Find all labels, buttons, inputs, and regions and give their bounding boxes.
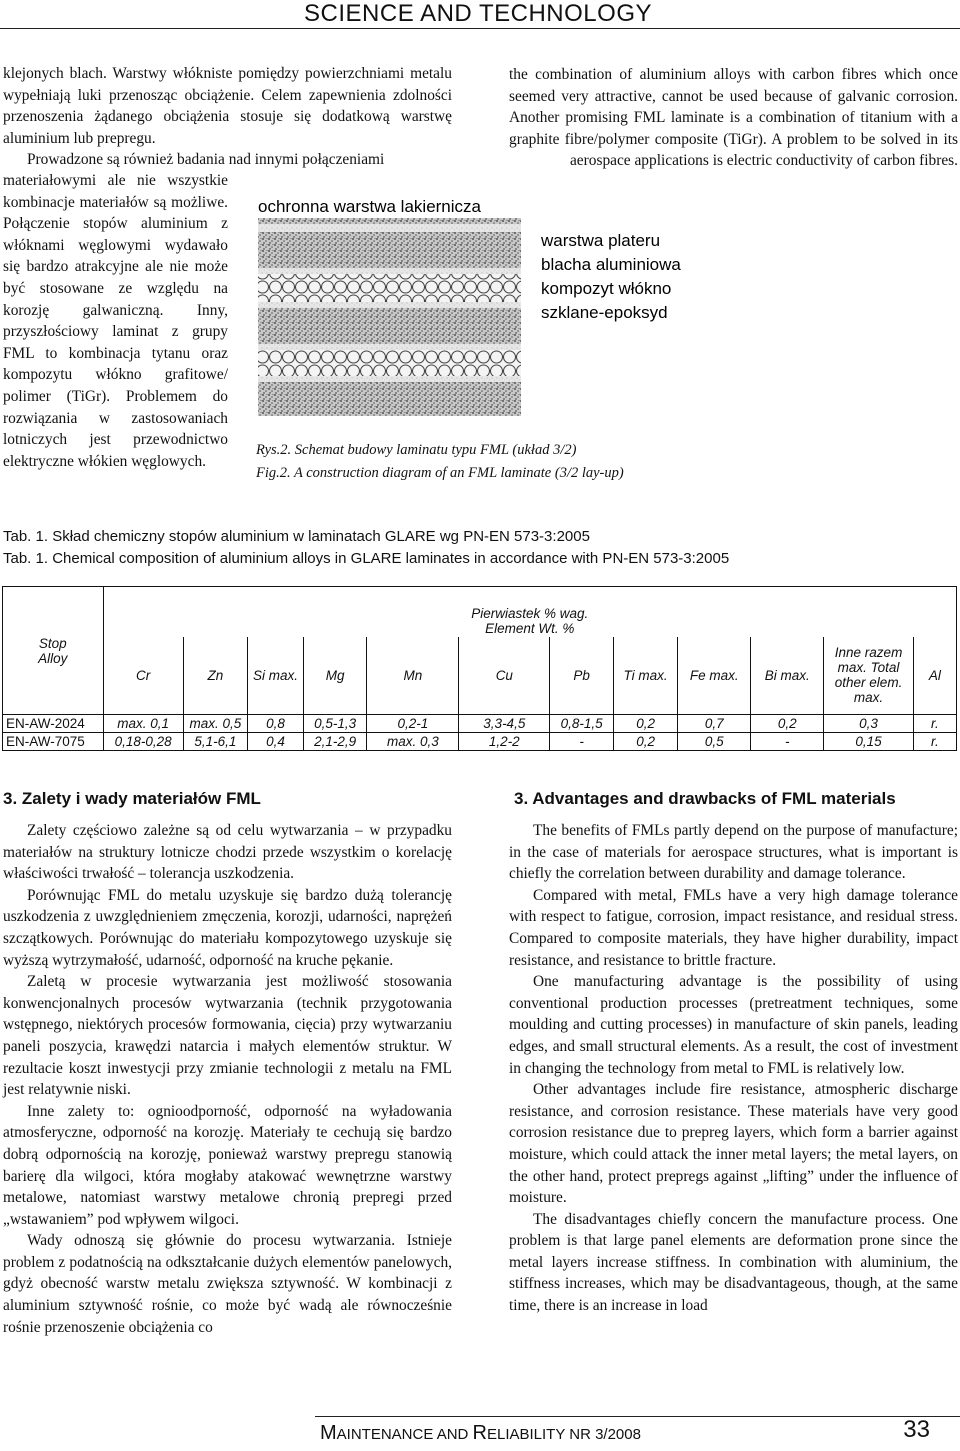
- glass-epoxy-layer: [258, 274, 521, 302]
- column-header: Si max.: [248, 637, 304, 715]
- table-cell: max. 0,5: [183, 715, 247, 733]
- table-cell: 0,2-1: [367, 715, 459, 733]
- table-cell: max. 0,3: [367, 733, 459, 751]
- table-cell: 0,2: [613, 733, 677, 751]
- table-cell: 0,15: [824, 733, 914, 751]
- figure-label: kompozyt włókno: [541, 279, 672, 298]
- alloy-header: [3, 587, 104, 715]
- table-cell: 0,4: [248, 733, 304, 751]
- clad-layer: [258, 224, 521, 232]
- paragraph: Wady odnoszą się głównie do procesu wytwarzania. Istnieje problem z podatnością na odkształcanie dużych elementów panelowych, gdyż obecność warstw metalu zwiększa sztywność. W kombinacji z aluminium sztywność rośnie, co może być wadą ale równocześnie rośnie przenoszenie obciążenia co: [3, 1232, 452, 1336]
- table-cell: -: [751, 733, 824, 751]
- paragraph: materiałowymi ale nie wszystkie kombinacje materiałów są możliwe. Połączenie stopów aluminium z włóknami węglowymi wydawało się bardzo atrakcyjne ale nie może być stosowane ze względu na korozję galwaniczną. Inny, przyszłościowy laminat z grupy FML to kombinacja tytanu oraz kompozytu włókno grafitowe/ polimer (TiGr). Problemem do rozwiązania w zastosowaniach lotniczych jest przewodnictwo elektryczne włókien węglowych.: [3, 172, 228, 470]
- footer-part: ELIABILITY NR 3/2008: [486, 1426, 641, 1443]
- column-header: Zn: [183, 637, 247, 715]
- table-cell: 0,7: [678, 715, 751, 733]
- column-header: Al: [913, 637, 956, 715]
- glass-epoxy-layer: [258, 350, 521, 376]
- text-column-narrow: [3, 170, 228, 472]
- table-row: [3, 733, 957, 751]
- figure-label-top: ochronna warstwa lakiernicza: [258, 197, 481, 216]
- table-caption-pl: Tab. 1. Skład chemiczny stopów aluminium w laminatach GLARE wg PN-EN 573-3:2005: [3, 528, 590, 545]
- section-heading-en: 3. Advantages and drawbacks of FML materials: [514, 789, 896, 808]
- text-column-top-left: [3, 63, 452, 171]
- footer-part: R: [472, 1422, 487, 1444]
- paragraph: klejonych blach. Warstwy włókniste pomiędzy powierzchniami metalu wypełniają luki przenosząc obciążenie. Celem zapewnienia zdolności przenoszenia żądanego obciążenia stosuje się dodatkową warstwę aluminium lub prepregu.: [3, 65, 452, 147]
- paragraph: Zalety częściowo zależne są od celu wytwarzania – w przypadku materiałów na struktury lotnicze chodzi przede wszystkim o korelację właściwości trwałość – tolerancja uszkodzenia.: [3, 822, 452, 883]
- paragraph: Inne zalety to: ognioodporność, odporność na wyładowania atmosferyczne, odporność na korozję. Materiały te cechują się bardzo dobrą odpornością na korozję, ponieważ warstwy prepregu stanowią barierę dla wilgoci, która mogłaby atakować wewnętrzne warstwy metalowe, natomiast warstwy metalowe chronią prepregi przed „wstawaniem” pod wpływem wilgoci.: [3, 1102, 452, 1228]
- column-header: Bi max.: [751, 637, 824, 715]
- table-cell: r.: [913, 733, 956, 751]
- aluminium-sheet: [258, 382, 521, 416]
- table-cell: 0,3: [824, 715, 914, 733]
- table-cell: 2,1-2,9: [303, 733, 367, 751]
- footer-journal: [320, 1422, 641, 1445]
- paragraph: Porównując FML do metalu uzyskuje się bardzo dużą tolerancję uszkodzenia z uwzględnieniem zmęczenia, korozji, udarności, naprężeń szczątkowych. Porównując do materiału kompozytowego uzyskuje się wyższą wytrzymałość, udarność, odporność na kruche pękanie.: [3, 886, 452, 969]
- clad-layer: [258, 376, 521, 382]
- paragraph: the combination of aluminium alloys with carbon fibres which once seemed very attractive, cannot be used because of galvanic corrosion. Another promising FML laminate is a combination of titanium with a graphite fibre/polymer composite (TiGr). A problem to be solved in its aerospace applications is electric conductivity of carbon fibres.: [509, 66, 958, 170]
- text-column-bottom-left: [3, 820, 452, 1338]
- column-header: Pb: [550, 637, 614, 715]
- journal-section-title: SCIENCE AND TECHNOLOGY: [304, 0, 652, 27]
- alloy-header-pl: Stop: [38, 635, 67, 651]
- table-cell: 0,2: [613, 715, 677, 733]
- alloy-name: EN-AW-2024: [3, 715, 104, 733]
- table-cell: 1,2-2: [459, 733, 550, 751]
- laminate-diagram: [256, 196, 776, 428]
- element-header-en: Element Wt. %: [485, 620, 575, 636]
- paint-layer: [258, 218, 521, 224]
- figure-label: blacha aluminiowa: [541, 255, 681, 274]
- table-cell: 0,2: [751, 715, 824, 733]
- paragraph: The disadvantages chiefly concern the manufacture process. One problem is that large panel elements are deformation prone since the metal layers increase stiffness. In combination with aluminium, the stiffness increases, which may be disadvantageous, though, at the same time, there is an increase in load: [509, 1210, 958, 1315]
- table-cell: max. 0,1: [103, 715, 183, 733]
- figure-caption-en: Fig.2. A construction diagram of an FML laminate (3/2 lay-up): [256, 465, 624, 481]
- clad-layer: [258, 302, 521, 308]
- element-header-pl: Pierwiastek % wag.: [471, 605, 589, 621]
- text-column-top-right: [509, 64, 958, 172]
- column-header: Mg: [303, 637, 367, 715]
- column-header: Fe max.: [678, 637, 751, 715]
- paragraph: Zaletą w procesie wytwarzania jest możliwość stosowania konwencjonalnych procesów wytwarzania (technik przygotowania wstępnego, niektórych procesów formowania, cięcia) przy wytwarzaniu paneli poszycia, krawędzi natarcia i małych elementów struktur. W rezultacie koszt inwestycji przy zmianie technologii z metalu na FML jest relatywnie niski.: [3, 973, 452, 1099]
- table-cell: 0,5-1,3: [303, 715, 367, 733]
- table-cell: -: [550, 733, 614, 751]
- column-header: Inne razem max. Total other elem. max.: [824, 637, 914, 715]
- column-header: Cr: [103, 637, 183, 715]
- table-cell: 0,8-1,5: [550, 715, 614, 733]
- figure-label: szklane-epoksyd: [541, 303, 668, 322]
- table-cell: 3,3-4,5: [459, 715, 550, 733]
- table-cell: 0,5: [678, 733, 751, 751]
- alloy-name: EN-AW-7075: [3, 733, 104, 751]
- table-cell: r.: [913, 715, 956, 733]
- table-cell: 0,18-0,28: [103, 733, 183, 751]
- alloy-header-en: Alloy: [38, 650, 68, 666]
- figure-caption-pl: Rys.2. Schemat budowy laminatu typu FML (układ 3/2): [256, 442, 577, 458]
- paragraph: Prowadzone są również badania nad innymi połączeniami: [27, 151, 385, 169]
- running-header: [0, 0, 960, 29]
- text-column-bottom-right: [509, 820, 958, 1317]
- footer-rule: [315, 1416, 960, 1417]
- aluminium-sheet: [258, 232, 521, 268]
- table-caption-en: Tab. 1. Chemical composition of aluminium alloys in GLARE laminates in accordance with PN-EN 573-3:2005: [3, 550, 730, 567]
- table-row: [3, 715, 957, 733]
- table-cell: 0,8: [248, 715, 304, 733]
- paragraph: Other advantages include fire resistance, atmospheric discharge resistance, and corrosion resistance. These materials have very good corrosion resistance due to prepreg layers, which form a barrier against moisture, which could attack the inner metal layers; the metal layers, on the other hand, protect prepregs against „lifting” under the influence of moisture.: [509, 1081, 958, 1207]
- column-header: Cu: [459, 637, 550, 715]
- footer-part: AINTENANCE AND: [336, 1426, 473, 1443]
- column-header: Mn: [367, 637, 459, 715]
- paragraph: One manufacturing advantage is the possibility of using conventional production processes (pretreatment techniques, some moulding and cutting processes) in manufacture of skin panels, leading edges, and small structural elements. As a result, the cost of investment in changing the technology from metal to FML is relatively low.: [509, 973, 958, 1077]
- paragraph: The benefits of FMLs partly depend on the purpose of manufacture; in the case of materials for aerospace structures, what is important is chiefly the correlation between durability and damage tolerance.: [509, 822, 958, 883]
- column-header: Ti max.: [613, 637, 677, 715]
- clad-layer: [258, 344, 521, 350]
- footer-part: M: [320, 1422, 337, 1444]
- paragraph: Compared with metal, FMLs have a very high damage tolerance with respect to fatigue, corrosion, impact resistance, and residual stress. Compared to composite materials, they have higher durability, impact resistance, and resistance to brittle fracture.: [509, 886, 958, 969]
- section-heading-pl: 3. Zalety i wady materiałów FML: [3, 789, 261, 808]
- element-header: [103, 587, 956, 637]
- page-number: 33: [903, 1416, 930, 1443]
- table-cell: 5,1-6,1: [183, 733, 247, 751]
- figure-label: warstwa plateru: [541, 231, 661, 250]
- aluminium-sheet: [258, 308, 521, 344]
- clad-layer: [258, 268, 521, 274]
- composition-table: [2, 586, 957, 751]
